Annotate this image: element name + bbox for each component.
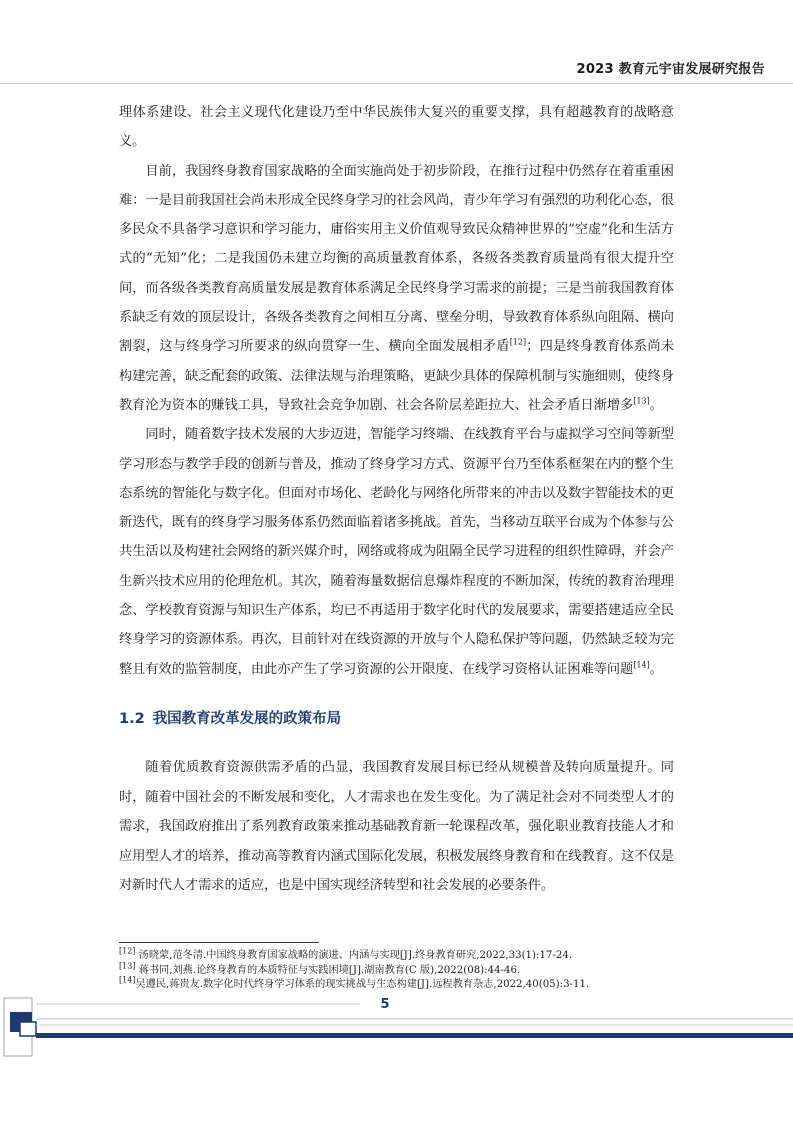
footnote-mark-12: [12] xyxy=(119,946,136,956)
section-heading xyxy=(119,707,341,728)
footer-square-inner xyxy=(20,1022,36,1036)
footnote-12 xyxy=(119,946,679,964)
footnotes xyxy=(119,946,679,993)
citation-14: [14] xyxy=(633,660,650,670)
paragraph-1: 理体系建设、社会主义现代化建设乃至中华民族伟大复兴的重要支撑，具有超越教育的战略意义。 xyxy=(119,105,674,150)
footer-thick-bar xyxy=(36,1033,793,1038)
paragraph-2-part-3: 。 xyxy=(649,397,663,413)
paragraph-3 xyxy=(119,420,674,684)
footnote-mark-14: [14] xyxy=(119,975,136,985)
header-rule xyxy=(0,83,793,84)
paragraph-2-part-2: ；四是终身教育体系尚未构建完善，缺乏配套的政策、法律法规与治理策略，更缺少具体的保障机制与实施细则，使终身教育沦为资本的赚钱工具，导致社会竞争加剧、社会各阶层差距拉大、社会矛盾日渐增多 xyxy=(119,339,675,413)
footnote-text-13: 蒋书同,刘燕.论终身教育的本质特征与实践困境[J].湖南教育(C 版),2022(08):44-46. xyxy=(135,964,521,976)
footnote-13 xyxy=(119,961,679,979)
body-text-block xyxy=(119,98,674,684)
section-paragraph: 随着优质教育资源供需矛盾的凸显，我国教育发展目标已经从规模普及转向质量提升。同时，随着中国社会的不断发展和变化，人才需求也在发生变化。为了满足社会对不同类型人才的需求，我国政府推出了系列教育政策来推动基础教育新一轮课程改革，强化职业教育技能人才和应用型人才的培养，推动高等教育内涵式国际化发展，积极发展终身教育和在线教育。这不仅是对新时代人才需求的适应，也是中国实现经济转型和社会发展的必要条件。 xyxy=(119,760,674,894)
paragraph-2-part-1: 目前，我国终身教育国家战略的全面实施尚处于初步阶段，在推行过程中仍然存在着重重困难：一是目前我国社会尚未形成全民终身学习的社会风尚，青少年学习有强烈的功利化心态，很多民众不具备学习意识和学习能力，庸俗实用主义价值观导致民众精神世界的“空虚”化和生活方式的“无知”化；二是我国仍未建立均衡的高质量教育体系，各级各类教育质量尚有很大提升空间，而各级各类教育高质量发展是教育体系满足全民终身学习需求的前提；三是当前我国教育体系缺乏有效的顶层设计，各级各类教育之间相互分离、壁垒分明，导致教育体系纵向阻隔、横向割裂，这与终身学习所要求的纵向贯穿一生、横向全面发展相矛盾 xyxy=(119,163,674,355)
paragraph-2 xyxy=(119,157,674,421)
citation-12: [12] xyxy=(509,337,527,347)
section-title: 我国教育改革发展的政策布局 xyxy=(152,711,342,727)
section-body-text xyxy=(119,753,674,901)
footnote-text-14: 吴遵民,蒋贵友.数字化时代终身学习体系的现实挑战与生态构建[J].远程教育杂志,2022,40(05):3-11. xyxy=(135,979,590,991)
page-number: 5 xyxy=(380,997,390,1012)
footnote-text-12: 汤晓蒙,范冬清.中国终身教育国家战略的演进、内涵与实现[J].终身教育研究,2022,33(1):17-24. xyxy=(135,950,573,961)
page-header-title: 2023 教育元宇宙发展研究报告 xyxy=(576,62,765,77)
paragraph-3-part-2: 。 xyxy=(649,661,663,677)
footnote-rule xyxy=(119,942,319,943)
footnote-14 xyxy=(119,975,679,993)
citation-13: [13] xyxy=(633,396,650,406)
footnote-mark-13: [13] xyxy=(119,961,136,971)
section-number: 1.2 xyxy=(119,711,145,727)
paragraph-3-part-1: 同时，随着数字技术发展的大步迈进，智能学习终端、在线教育平台与虚拟学习空间等新型学习形态与教学手段的创新与普及，推动了终身学习方式、资源平台乃至体系框架在内的整个生态系统的智能化与数字化。但面对市场化、老龄化与网络化所带来的冲击以及数字智能技术的更新迭代，既有的终身学习服务体系仍然面临着诸多挑战。首先，当移动互联平台成为个体参与公共生活以及构建社会网络的新兴媒介时，网络或将成为阻隔全民学习进程的组织性障碍，并会产生新兴技术应用的伦理危机。其次，随着海量数据信息爆炸程度的不断加深，传统的教育治理理念、学校教育资源与知识生产体系，均已不再适用于数字化时代的发展要求，需要搭建适应全民终身学习的资源体系。再次，目前针对在线资源的开放与个人隐私保护等问题，仍然缺乏较为完整且有效的监管制度，由此亦产生了学习资源的公开限度、在线学习资格认证困难等问题 xyxy=(119,427,674,677)
